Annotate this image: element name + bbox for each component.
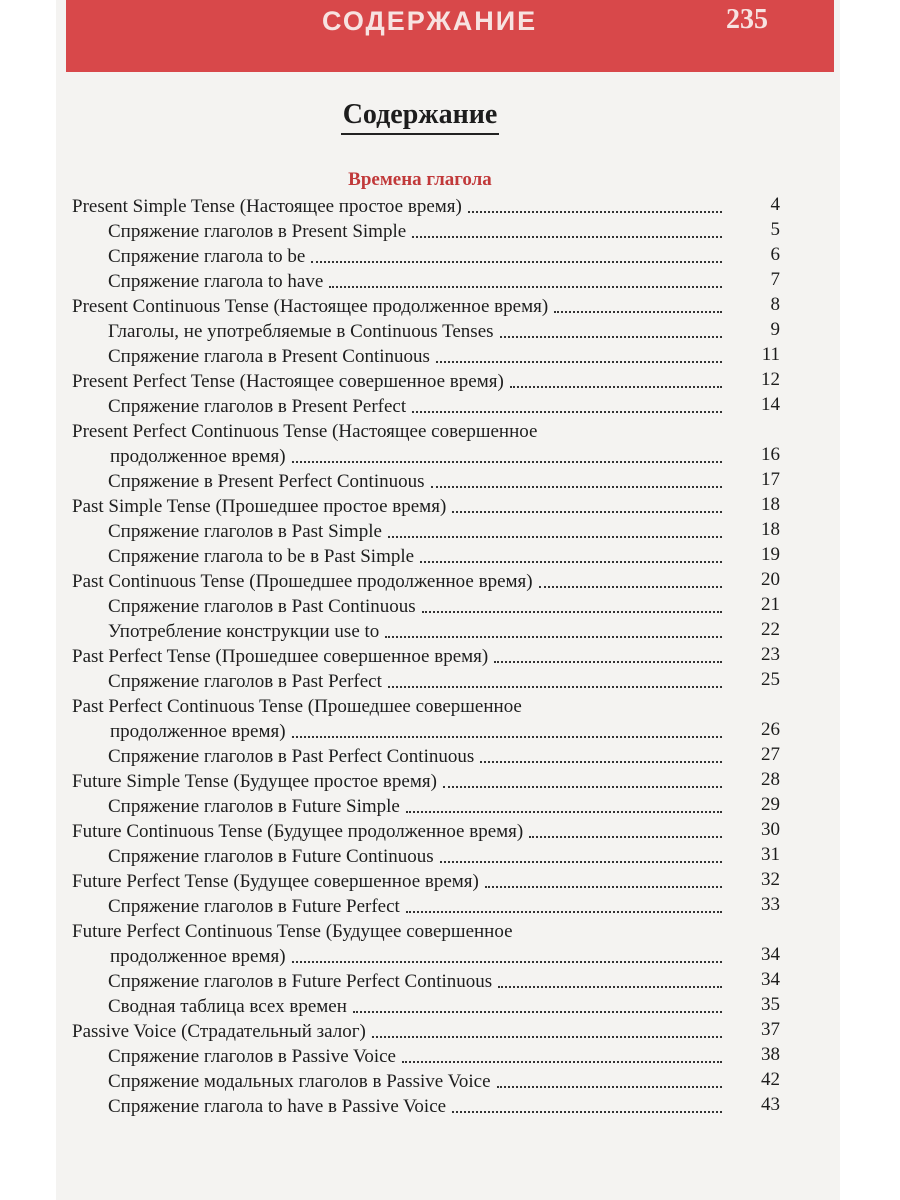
toc-page-number: 22: [761, 619, 780, 640]
dot-leader: [500, 319, 722, 338]
toc-page-number: 23: [761, 644, 780, 665]
dot-leader: [494, 644, 722, 663]
toc-entry: [72, 869, 780, 894]
dot-leader: [422, 594, 722, 613]
toc-entry: [110, 719, 780, 744]
toc-page-number: 27: [761, 744, 780, 765]
toc-entry-title: Future Perfect Tense (Будущее совершенное время): [72, 871, 479, 892]
toc-heading: Содержание: [341, 98, 500, 135]
toc-page-number: 9: [770, 319, 780, 340]
toc-entry-title: Глаголы, не употребляемые в Continuous Tenses: [108, 321, 494, 342]
dot-leader: [452, 494, 722, 513]
toc-entry-title: Past Perfect Continuous Tense (Прошедшее совершенное: [72, 696, 522, 717]
dot-leader: [388, 519, 722, 538]
toc-entry: [108, 394, 780, 419]
toc-entry-title-continuation: продолженное время): [110, 446, 286, 467]
toc-entry-title: Спряжение глаголов в Past Perfect Continuous: [108, 746, 475, 767]
toc-page-number: 14: [761, 394, 780, 415]
toc-entry: [72, 769, 780, 794]
toc-entry: [108, 269, 780, 294]
toc-entry-title: Спряжение глаголов в Present Simple: [108, 221, 407, 242]
toc-entry: [72, 569, 780, 594]
dot-leader: [452, 1094, 722, 1113]
toc-entry: [108, 794, 780, 819]
toc-page-number: 30: [761, 819, 780, 840]
toc-page-number: 18: [761, 519, 780, 540]
toc-entry-title: Спряжение глаголов в Future Perfect Continuous: [108, 971, 493, 992]
toc-entry: [108, 894, 780, 919]
toc-page-number: 12: [761, 369, 780, 390]
dot-leader: [385, 619, 722, 638]
toc-page-number: 26: [761, 719, 780, 740]
toc-entry: [108, 544, 780, 569]
toc-entry: [110, 444, 780, 469]
dot-leader: [529, 819, 722, 838]
toc-entry-title: Present Simple Tense (Настоящее простое время): [72, 196, 462, 217]
toc-entry-title-continuation: продолженное время): [110, 721, 286, 742]
toc-entry: [108, 1044, 780, 1069]
dot-leader: [431, 469, 723, 488]
dot-leader: [406, 794, 722, 813]
dot-leader: [292, 444, 722, 463]
toc-page-number: 32: [761, 869, 780, 890]
page-number: 235: [726, 4, 768, 35]
dot-leader: [554, 294, 722, 313]
toc-entry: [72, 369, 780, 394]
toc-entry-title: Present Perfect Tense (Настоящее совершенное время): [72, 371, 504, 392]
toc-entry: [110, 944, 780, 969]
toc-page-number: 34: [761, 969, 780, 990]
toc-entry-title: Present Perfect Continuous Tense (Настоящее совершенное: [72, 421, 538, 442]
toc-entry-title: Future Simple Tense (Будущее простое время): [72, 771, 437, 792]
toc-entry: [72, 644, 780, 669]
toc-entry-title: Past Simple Tense (Прошедшее простое время): [72, 496, 447, 517]
toc-page-number: 34: [761, 944, 780, 965]
toc-page-number: 6: [770, 244, 780, 265]
toc-entry: [108, 619, 780, 644]
toc-page-number: 4: [770, 194, 780, 215]
toc-entry-title: Past Perfect Tense (Прошедшее совершенное время): [72, 646, 489, 667]
toc-entry-title: Спряжение глагола to have: [108, 271, 324, 292]
toc-page-number: 20: [761, 569, 780, 590]
toc-entry-title: Употребление конструкции use to: [108, 621, 380, 642]
toc-entry-title: Future Perfect Continuous Tense (Будущее совершенное: [72, 921, 513, 942]
toc-entry-title: Спряжение глаголов в Future Simple: [108, 796, 400, 817]
toc-entry: [108, 994, 780, 1019]
toc-entry-title: Сводная таблица всех времен: [108, 996, 347, 1017]
toc-entry-title: Спряжение глагола to be: [108, 246, 306, 267]
toc-page-number: 19: [761, 544, 780, 565]
dot-leader: [372, 1019, 722, 1038]
dot-leader: [292, 719, 722, 738]
toc-page-number: 29: [761, 794, 780, 815]
toc-entry-title: Спряжение глагола to have в Passive Voice: [108, 1096, 447, 1117]
toc-entry: [72, 494, 780, 519]
toc-entry-title: Future Continuous Tense (Будущее продолженное время): [72, 821, 524, 842]
toc-page-number: 31: [761, 844, 780, 865]
toc-page-number: 37: [761, 1019, 780, 1040]
toc-entry-title: Спряжение глаголов в Passive Voice: [108, 1046, 396, 1067]
toc-entry: [108, 744, 780, 769]
toc-entry-title: Спряжение глаголов в Future Perfect: [108, 896, 400, 917]
dot-leader: [480, 744, 722, 763]
dot-leader: [440, 844, 722, 863]
toc-page-number: 38: [761, 1044, 780, 1065]
toc-entry-title: Спряжение глаголов в Future Continuous: [108, 846, 434, 867]
toc-entry: [72, 194, 780, 219]
dot-leader: [485, 869, 722, 888]
page-header-band: [66, 0, 834, 72]
toc-entry: [108, 469, 780, 494]
toc-page-number: 28: [761, 769, 780, 790]
dot-leader: [443, 769, 722, 788]
toc-entry-title: Спряжение глаголов в Past Continuous: [108, 596, 416, 617]
dot-leader: [353, 994, 722, 1013]
toc-page-number: 25: [761, 669, 780, 690]
table-of-contents: [0, 194, 900, 1119]
toc-entry-title: Present Continuous Tense (Настоящее продолженное время): [72, 296, 549, 317]
toc-entry-title: Спряжение глагола to be в Past Simple: [108, 546, 415, 567]
toc-entry: [108, 219, 780, 244]
dot-leader: [468, 194, 722, 213]
dot-leader: [539, 569, 722, 588]
toc-entry: [108, 969, 780, 994]
dot-leader: [412, 219, 722, 238]
toc-page-number: 18: [761, 494, 780, 515]
dot-leader: [292, 944, 722, 963]
toc-entry-title: Спряжение модальных глаголов в Passive Voice: [108, 1071, 491, 1092]
toc-entry-title-continuation: продолженное время): [110, 946, 286, 967]
toc-page-number: 16: [761, 444, 780, 465]
running-header-title: СОДЕРЖАНИЕ: [322, 6, 538, 36]
toc-entry-title: Past Continuous Tense (Прошедшее продолженное время): [72, 571, 533, 592]
dot-leader: [406, 894, 722, 913]
toc-entry-title: Спряжение глаголов в Past Simple: [108, 521, 382, 542]
toc-page-number: 35: [761, 994, 780, 1015]
dot-leader: [497, 1069, 722, 1088]
dot-leader: [510, 369, 722, 388]
toc-page-number: 33: [761, 894, 780, 915]
toc-entry: [108, 319, 780, 344]
toc-entry: [108, 519, 780, 544]
toc-entry-title: Спряжение в Present Perfect Continuous: [108, 471, 425, 492]
toc-entry: [108, 1069, 780, 1094]
toc-entry: [72, 294, 780, 319]
toc-entry-title: Спряжение глагола в Present Continuous: [108, 346, 430, 367]
toc-page-number: 8: [770, 294, 780, 315]
toc-page-number: 7: [770, 269, 780, 290]
toc-entry: [108, 669, 780, 694]
dot-leader: [420, 544, 722, 563]
dot-leader: [412, 394, 722, 413]
toc-entry: [108, 594, 780, 619]
toc-entry: [108, 844, 780, 869]
toc-page-number: 43: [761, 1094, 780, 1115]
dot-leader: [436, 344, 722, 363]
dot-leader: [402, 1044, 722, 1063]
toc-page-number: 42: [761, 1069, 780, 1090]
toc-page-number: 21: [761, 594, 780, 615]
dot-leader: [329, 269, 722, 288]
dot-leader: [311, 244, 722, 263]
toc-entry: [72, 819, 780, 844]
toc-page-number: 17: [761, 469, 780, 490]
toc-entry: [108, 244, 780, 269]
toc-page-number: 5: [770, 219, 780, 240]
toc-heading-wrap: [0, 98, 840, 135]
toc-entry: [108, 344, 780, 369]
dot-leader: [498, 969, 722, 988]
toc-entry-title: Passive Voice (Страдательный залог): [72, 1021, 366, 1042]
dot-leader: [388, 669, 722, 688]
toc-entry: [108, 1094, 780, 1119]
toc-entry: [72, 1019, 780, 1044]
toc-entry-title: Спряжение глаголов в Present Perfect: [108, 396, 407, 417]
toc-entry-title: Спряжение глаголов в Past Perfect: [108, 671, 382, 692]
section-title: Времена глагола: [348, 169, 492, 190]
toc-page-number: 11: [761, 344, 780, 365]
